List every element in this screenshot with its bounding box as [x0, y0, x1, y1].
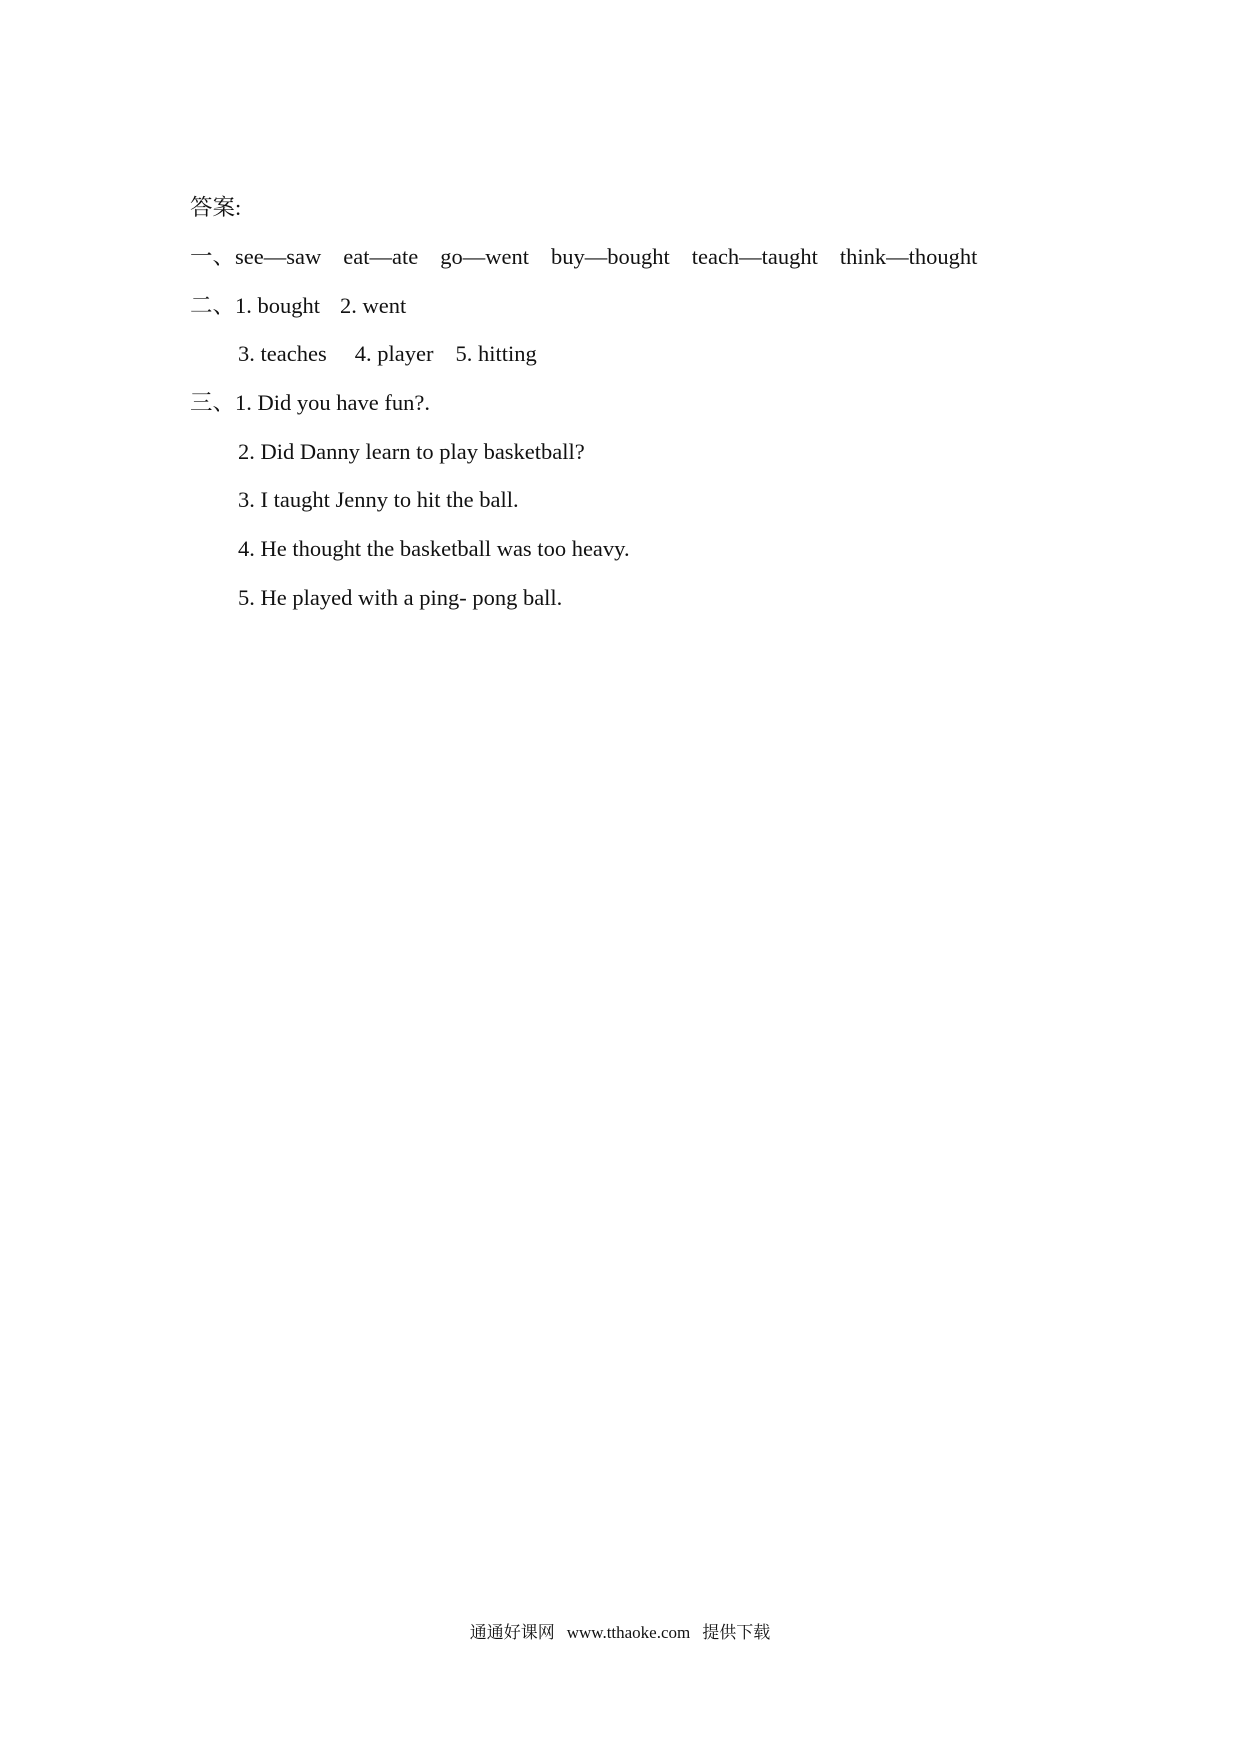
answer-sentence: 3. I taught Jenny to hit the ball. — [238, 487, 519, 512]
section-2-row-1 — [190, 291, 406, 321]
footer-url: www.tthaoke.com — [566, 1623, 691, 1642]
answer-item: 4. player — [354, 341, 434, 366]
answer-title: 答案: — [190, 195, 242, 220]
verb-pair: buy—bought — [550, 244, 670, 269]
section-2-row-2 — [238, 339, 537, 369]
answer-item: 1. bought — [235, 293, 321, 318]
section-1-row — [190, 242, 977, 272]
answer-sentence: 2. Did Danny learn to play basketball? — [238, 439, 585, 464]
page-footer — [0, 1622, 1240, 1644]
answer-sentence: 1. Did you have fun?. — [235, 390, 430, 415]
section-3-label: 三、 — [190, 390, 236, 415]
verb-pair: see—saw — [235, 244, 322, 269]
section-3-row-1 — [190, 388, 430, 418]
answer-sentence: 5. He played with a ping- pong ball. — [238, 585, 563, 610]
answer-item: 5. hitting — [455, 341, 537, 366]
footer-action: 提供下载 — [702, 1623, 771, 1642]
footer-site-name: 通通好课网 — [469, 1623, 555, 1642]
section-2-label: 二、 — [190, 293, 236, 318]
answer-item: 2. went — [340, 293, 407, 318]
verb-pair: teach—taught — [691, 244, 818, 269]
verb-pair: go—went — [440, 244, 529, 269]
section-1-label: 一、 — [190, 244, 236, 269]
verb-pair: think—thought — [839, 244, 978, 269]
answer-sentence: 4. He thought the basketball was too heavy. — [238, 536, 630, 561]
verb-pair: eat—ate — [343, 244, 419, 269]
answer-item: 3. teaches — [238, 341, 327, 366]
